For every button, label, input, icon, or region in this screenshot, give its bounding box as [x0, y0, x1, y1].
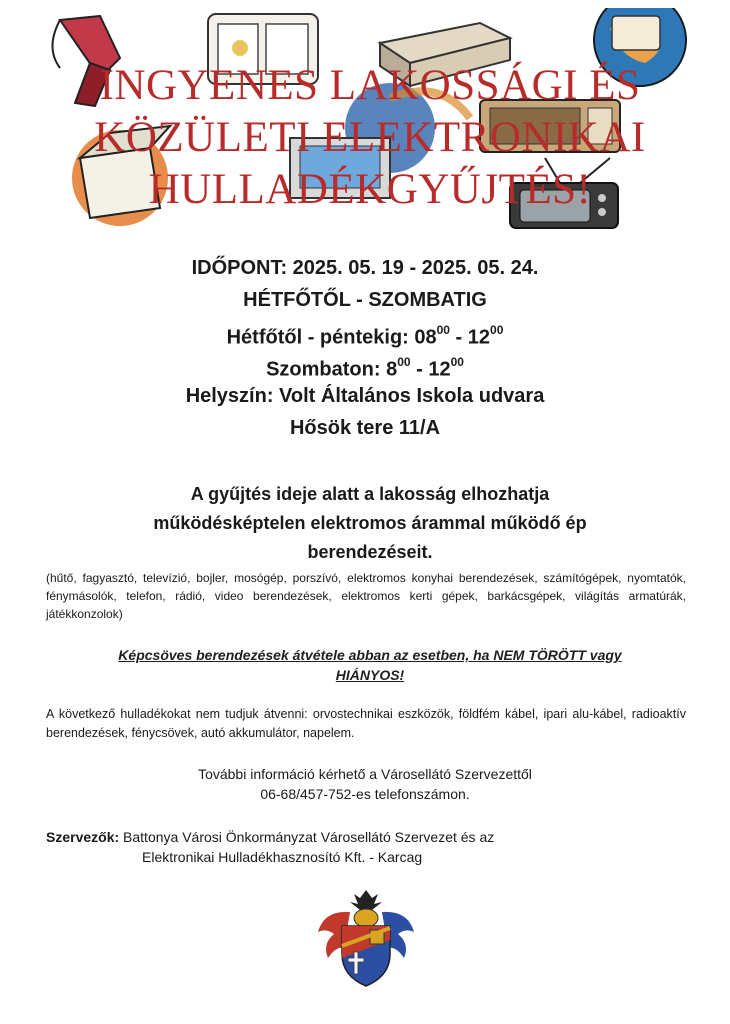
organizers-line-1: Battonya Városi Önkormányzat Városellátó Szervezet és az [119, 829, 495, 845]
crt-notice-line-1: Képcsöves berendezések átvétele abban az esetben, ha NEM TÖRÖTT vagy [118, 647, 622, 663]
contact-line-1: További információ kérhető a Városellátó Szervezettől [198, 766, 532, 782]
rejected-items: A következő hulladékokat nem tudjuk átvenni: orvostechnikai eszközök, földfém kábel, ipari alu-kábel, radioaktív berendezések, fénycsövek, autó akkumulátor, napelem. [46, 707, 686, 740]
headline-line-3: HULLADÉKGYŰJTÉS! [148, 166, 592, 213]
saturday-start-hour: 8 [386, 358, 398, 381]
saturday-start-min: 00 [397, 355, 411, 369]
organizers [46, 827, 706, 867]
headline-line-1: INGYENES LAKOSSÁGI ÉS [99, 62, 641, 109]
organizers-line-2: Elektronikai Hulladékhasznosító Kft. - Karcag [142, 849, 423, 865]
event-address: Hősök tere 11/A [289, 417, 441, 439]
accepted-items-list: (hűtő, fagyasztó, televízió, bojler, mosógép, porszívó, elektromos konyhai berendezések, számítógépek, nyomtatók, fénymásolók, telefon, rádió, video berendezések, elektromos kerti gépek, barkácsgépek, világítás armatúrák, játékkonzolok) [46, 571, 686, 621]
contact-info [0, 764, 730, 804]
collection-intro [60, 480, 680, 567]
crt-notice [60, 645, 680, 685]
event-headline [30, 60, 710, 216]
weekday-start-hour: 08 [414, 326, 437, 349]
schedule-block [0, 252, 730, 444]
weekday-start-min: 00 [436, 323, 450, 337]
weekday-hours [0, 316, 730, 348]
time-separator: - [410, 358, 429, 381]
coat-of-arms [314, 888, 418, 988]
event-location: Helyszín: Volt Általános Iskola udvara [185, 385, 545, 407]
saturday-end-hour: 12 [428, 358, 451, 381]
event-date: IDŐPONT: 2025. 05. 19 - 2025. 05. 24. [191, 257, 539, 279]
crt-notice-line-2: HIÁNYOS! [335, 667, 405, 683]
contact-phone: 06-68/457-752-es telefonszámon. [260, 786, 470, 802]
saturday-label: Szombaton: [266, 358, 387, 381]
organizers-label: Szervezők: [46, 829, 120, 845]
headline-line-2: KÖZÜLETI ELEKTRONIKAI [94, 114, 646, 161]
intro-line-1: A gyűjtés ideje alatt a lakosság elhozhatja [190, 484, 550, 504]
weekday-end-hour: 12 [467, 326, 491, 349]
saturday-end-min: 00 [450, 355, 464, 369]
intro-line-3: berendezéseit. [307, 542, 433, 562]
intro-line-2: működésképtelen elektromos árammal működő ép [153, 513, 587, 533]
weekday-end-min: 00 [490, 323, 504, 337]
time-separator: - [449, 326, 468, 349]
weekday-label: Hétfőtől - péntekig: [226, 326, 415, 349]
event-days: HÉTFŐTŐL - SZOMBATIG [243, 289, 487, 311]
saturday-hours [0, 348, 730, 380]
